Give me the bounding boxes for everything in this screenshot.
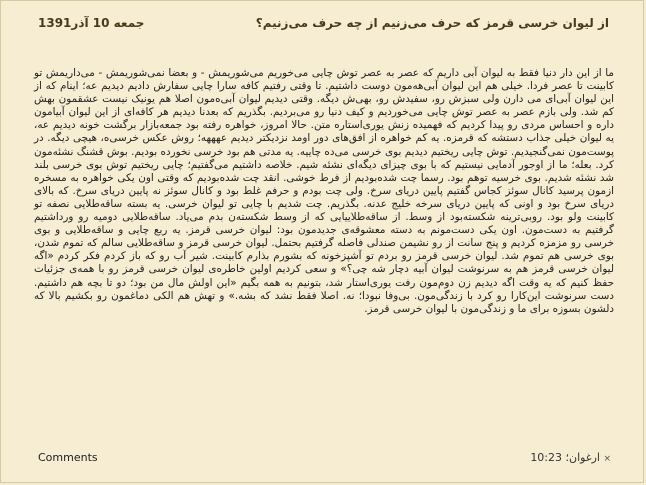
post-date: جمعه 10 آذر1391	[38, 16, 145, 30]
post-header	[29, 15, 609, 55]
post-body: ما از این دار دنیا فقط به لیوان آبی داریم که عصر به عصر توش چایی می‌خوریم می‌شوریمش - و بعضا نمی‌شوریمش - می‌داریمش تو کابینت تا عصر فردا. خیلی هم این لیوان آبی‌هه‌مون دوست داشتیم. تا وقتی رفتیم کافه سارا چایی سفارش دادیم دیدیم عه؛ اینام که از این لیوان آبی‌ای می‌ دارن ولی سبزش رو، سفیدش رو، بهی‌ش دیگه. وقتی دیدیم لیوان آبی‌ه‌مون اصلا هم یونیک نیست عشقمون بهش کم شد. ولی بازم عصر به عصر توش چایی می‌خوردیم و کیف دنیا رو می‌بردیم. بگذریم که بعدنا دیدیم هر کافه‌ای از این لیوان آبیامون داره و احساس مردی رو پیدا کردیم که فهمیده زنش یوری‌استاره متن. حالا امروز، خواهره رفته بود جمعه‌بازار برگشت خونه دیدیم عه، یه لیوان خیلی جذاب دستشه که قرمزه. یه کم خواهره از افق‌های دور اومد نزدیکتر دیدیم عهههه؛ روش عکس خرسی‌ه، هیچی دیگه. در پوست‌مون نمی‌گنجیدیم. توش چایی ریختیم دیدیم بوی خرسی می‌ده چاییه. یه مدتی هم بود خرسی نخورده بودیم. بوش قشنگ نشئه‌مون کرد. بعله؛ ما از اوجور آدمایی نیستیم که با بوی چیزای دیگه‌ای نشئه شیم. خلاصه داشتیم می‌گفتیم؛ چایی ریختیم توش بوی خرسی بلند شد نشئه شدیم. بوی خرسیه توهم بود. رسما چت شده‌بودیم از فرط خوشی. انقد چت شده‌بودیم که وقتی اون یکی خواهره به مسخره ازمون پرسید کانال سوئز کجاس گفتیم پایین دریای سرخ. ولی چت بودم و حرفم غلط بود و کانال سوئز نه پایین دریای سرخ. که بالای دریای سرخ بود و اونی که پایین دریای سرخه خلیج عدنه. بگذریم. چت شدیم با چایی تو لیوان خرسی. یه بسته ساقه‌طلایی نصفه تو کابینت ولو بود. روبی‌ترینه شکسته‌بود از وسط. از ساقه‌طلاییایی که از وسط شکسته‌ن بدم می‌یاد. ساقه‌طلایی دومیه رو ورداشتیم گرفتیم به دست‌مون. اون یکی دست‌مونم به دسته معشوقه‌ی جدیدمون بود: لیوان خرسی قرمز. یه ربع چایی و ساقه‌طلایی و بوی خرسی رو مزمزه کردیم و پنج سانت از رو نشیمن صندلی فاصله گرفتیم بحتمل. لیوان خرسی قرمز و ساقه‌طلایی سالم که تموم شدن، بوی خرسی هم تموم شد. لیوان خرسی قرمز رو بردم تو آشپزخونه که بشورم بذارم کابینت. شیر آب رو که باز کردم فکر کردم «اگه لیوان خرسی قرمز هم به سرنوشت لیوان آبیه دچار شه چی؟» و سعی کردیم اولین خاطره‌ی لیوان خرسی قرمز رو با همه‌ی جزئیات حفظ کنیم که یه وقت اگه دیدیم زن دوم‌مون رفت یوری‌استار شد، بتونیم به همه بگیم «این اولش مال من بود؛ دو تا بچه هم داشتیم. دست سرنوشت این‌کارا رو کرد با زندگی‌مون. بی‌وفا نبودا؛ نه. اصلا فقط نشد که بشه.» و تهش هم الکی دماغمون رو بکشیم بالا که دلشون بسوزه برای ما و زندگی‌مون با لیوان خرسی قرمز.	[34, 67, 614, 315]
close-mark-icon: ×	[603, 454, 611, 464]
comments-link[interactable]: Comments	[38, 451, 98, 464]
author-time: ارغوان؛ 10:23	[530, 451, 600, 464]
post-footer	[36, 449, 611, 467]
author-line	[530, 451, 611, 464]
post-title: از لیوان خرسی قرمز که حرف می‌زنیم از چه حرف می‌زنیم؟	[255, 16, 609, 30]
